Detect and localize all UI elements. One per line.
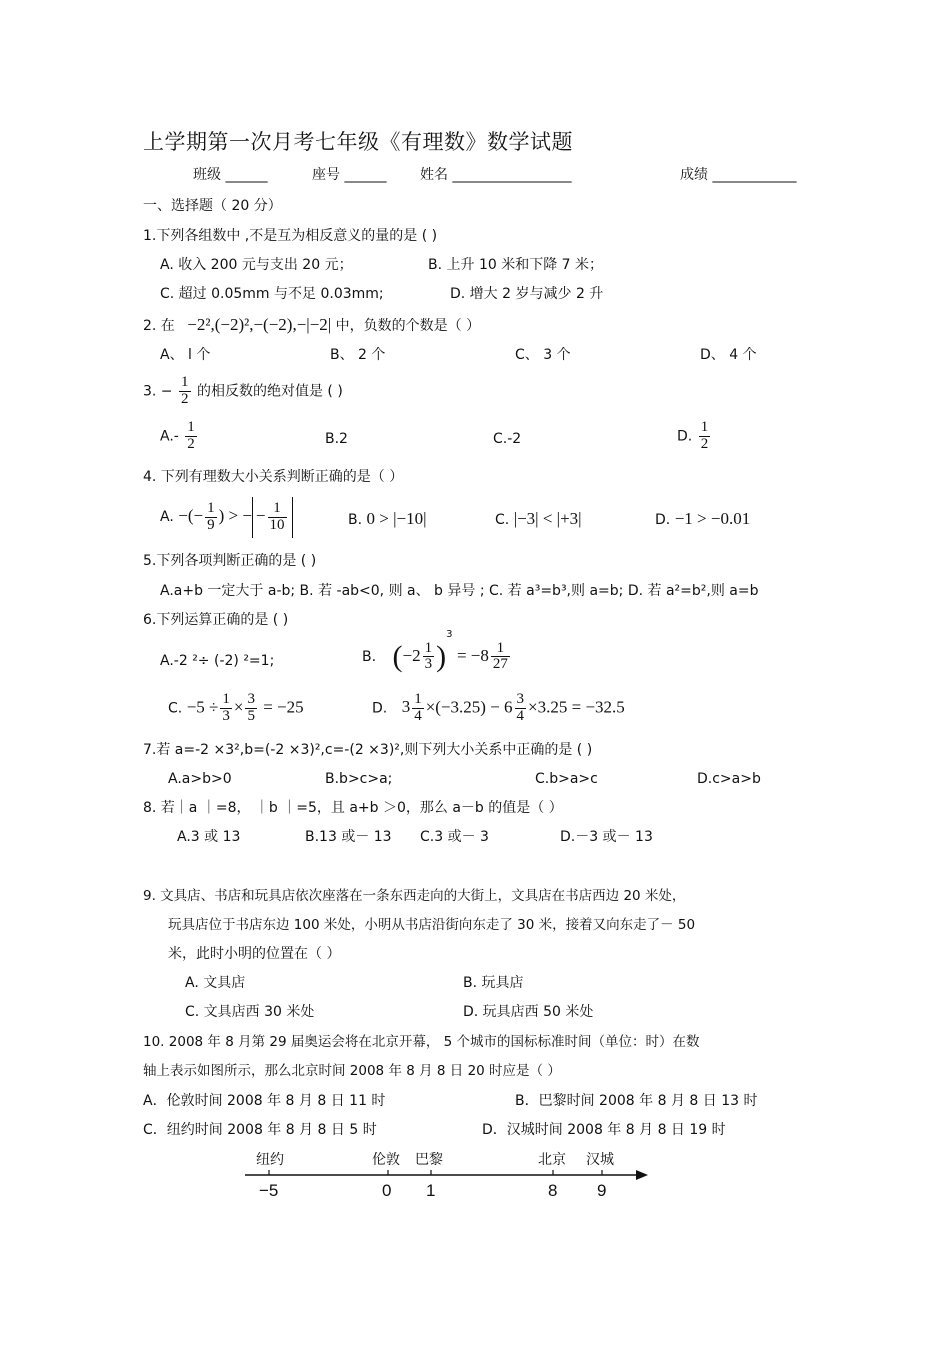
q7-option-b: B.b>c>a; (325, 771, 393, 787)
q7-option-a: A.a>b>0 (168, 771, 232, 787)
score-field: 成绩 ____________ (680, 167, 797, 183)
value-newyork: −5 (259, 1181, 279, 1200)
q8-option-d: D.－3 或－ 13 (560, 829, 653, 845)
q3-prefix: 3. − (143, 383, 173, 400)
q9-option-d: D. 玩具店西 50 米处 (463, 1004, 594, 1020)
value-paris: 1 (426, 1181, 436, 1200)
q2-option-c: C、 3 个 (515, 347, 571, 363)
q8-option-b: B.13 或－ 13 (305, 829, 392, 845)
q1-option-d: D. 增大 2 岁与减少 2 升 (450, 286, 604, 302)
question-9-line-1: 9. 文具店、书店和玩具店依次座落在一条东西走向的大街上，文具店在书店西边 20 米处， (143, 888, 686, 904)
q10-option-b: B．巴黎时间 2008 年 8 月 8 日 13 时 (515, 1093, 758, 1109)
question-8-stem: 8. 若｜a ｜=8， ｜b ｜=5，且 a+b ＞0，那么 a－b 的值是（ ） (143, 800, 563, 816)
q2-expression: −2²,(−2)²,−(−2),−|−2| (187, 315, 332, 334)
question-9-line-2: 玩具店位于书店东边 100 米处，小明从书店沿街向东走了 30 米，接着又向东走了－ 50 (168, 917, 696, 933)
q8-option-c: C.3 或－ 3 (420, 829, 489, 845)
city-paris-label: 巴黎 (415, 1152, 443, 1168)
section-heading: 一、选择题（ 20 分） (143, 198, 282, 214)
q5-options: A.a+b 一定大于 a-b; B. 若 -ab<0, 则 a、 b 异号 ; C. 若 a³=b³,则 a=b; D. 若 a²=b²,则 a=b (160, 583, 759, 599)
city-newyork-label: 纽约 (256, 1152, 284, 1168)
q1-option-b: B. 上升 10 米和下降 7 米； (428, 257, 604, 273)
q7-option-d: D.c>a>b (697, 771, 761, 787)
question-9-line-3: 米，此时小明的位置在（ ） (168, 946, 341, 962)
q7-option-c: C.b>a>c (535, 771, 598, 787)
q2-suffix: 中，负数的个数是（ ） (335, 318, 481, 334)
question-6-stem: 6.下列运算正确的是 ( ) (143, 612, 289, 628)
question-4-stem: 4. 下列有理数大小关系判断正确的是（ ） (143, 469, 404, 485)
q6-option-c: C. −5 ÷ $\frac{1}{3}$ × $\frac{3}{5}$ = −25 (168, 691, 304, 724)
q4-option-c: C. |−3| < |+3| (495, 509, 582, 528)
q4-option-b: B. 0 > |−10| (348, 509, 427, 528)
q3-option-b: B.2 (325, 431, 348, 447)
q2-prefix: 2. 在 (143, 318, 175, 334)
q1-option-c: C. 超过 0.05mm 与不足 0.03mm; (160, 286, 384, 302)
q9-option-a: A. 文具店 (185, 975, 246, 991)
q4-option-d: D. −1 > −0.01 (655, 509, 751, 528)
q3-fraction: $\frac{1}{2}$ (181, 374, 189, 407)
question-10-line-1: 10. 2008 年 8 月第 29 届奥运会将在北京开幕， 5 个城市的国标标准时间（单位：时）在数 (143, 1034, 700, 1050)
question-7-stem: 7.若 a=-2 ×3²,b=(-2 ×3)²,c=-(2 ×3)²,则下列大小关系中正确的是 ( ) (143, 742, 593, 758)
exam-title: 上学期第一次月考七年级《有理数》数学试题 (143, 130, 573, 154)
value-seoul: 9 (597, 1181, 607, 1200)
city-beijing-label: 北京 (538, 1152, 566, 1168)
city-seoul-label: 汉城 (586, 1152, 614, 1168)
q10-option-d: D．汉城时间 2008 年 8 月 8 日 19 时 (482, 1122, 726, 1138)
q6-option-b: B. (−2 $\frac{1}{3}$ )$^3$ = −8 $\frac{1}{27}$ (362, 629, 508, 673)
seat-field: 座号 ______ (312, 167, 387, 183)
q6-option-d: D. 3 $\frac{1}{4}$ ×(−3.25) − 6 $\frac{3}{4}$ ×3.25 = −32.5 (372, 691, 625, 724)
q6-option-a: A.-2 ²÷ (-2) ²=1; (160, 653, 275, 669)
q2-option-d: D、 4 个 (700, 347, 757, 363)
q3-option-d: D. $\frac{1}{2}$ (677, 419, 709, 452)
q3-suffix: 的相反数的绝对值是 ( ) (196, 383, 343, 400)
q8-option-a: A.3 或 13 (177, 829, 241, 845)
question-1-stem: 1.下列各组数中 ,不是互为相反意义的量的是 ( ) (143, 228, 438, 244)
value-london: 0 (382, 1181, 392, 1200)
question-5-stem: 5.下列各项判断正确的是 ( ) (143, 553, 317, 569)
q1-option-a: A. 收入 200 元与支出 20 元； (160, 257, 353, 273)
q2-option-a: A、 l 个 (160, 347, 211, 363)
q3-option-a: A.- $\frac{1}{2}$ (160, 419, 195, 452)
q4-option-a: A. −(− $\frac{1}{9}$ ) > − − $\frac{1}{10}$ (160, 497, 293, 538)
q3-option-c: C.-2 (493, 431, 522, 447)
value-beijing: 8 (548, 1181, 558, 1200)
name-field: 姓名 _________________ (420, 167, 572, 183)
q2-option-b: B、 2 个 (330, 347, 386, 363)
q10-option-a: A．伦敦时间 2008 年 8 月 8 日 11 时 (143, 1093, 386, 1109)
class-field: 班级 ______ (193, 167, 268, 183)
q9-option-c: C. 文具店西 30 米处 (185, 1004, 315, 1020)
q9-option-b: B. 玩具店 (463, 975, 524, 991)
q10-option-c: C．纽约时间 2008 年 8 月 8 日 5 时 (143, 1122, 377, 1138)
question-10-line-2: 轴上表示如图所示，那么北京时间 2008 年 8 月 8 日 20 时应是（ ） (143, 1063, 561, 1079)
city-london-label: 伦敦 (372, 1152, 400, 1168)
